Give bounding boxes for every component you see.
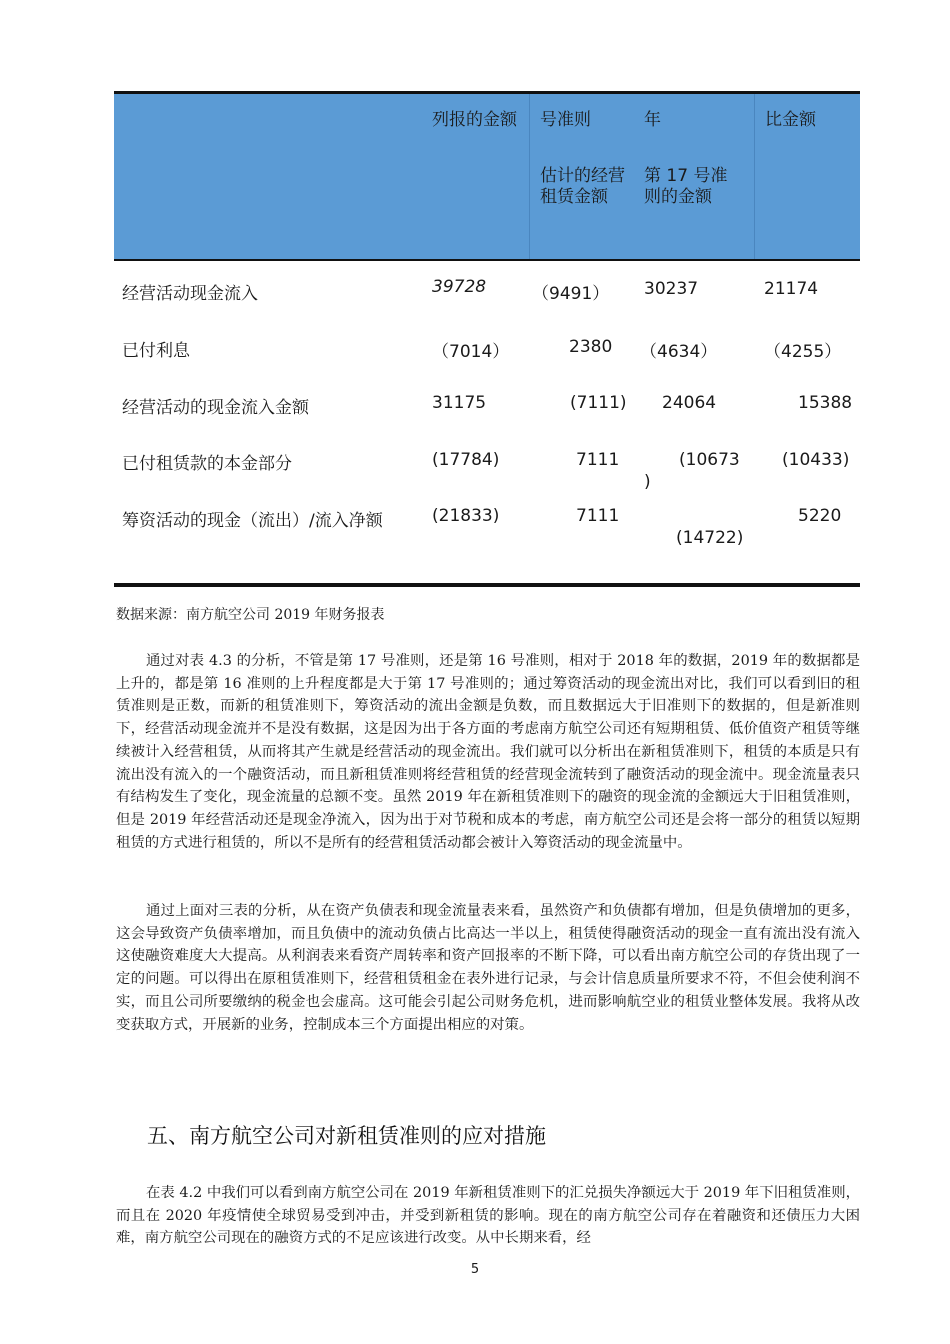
cell-r2-c2: 2380 [569,337,613,357]
row-label-lease-principal-paid: 已付租赁款的本金部分 [122,454,292,474]
cell-r2-c3: （4634） [640,342,718,362]
header-col-2 [529,94,633,259]
cell-r1-c4: 21174 [764,279,819,299]
header-col-1 [432,94,526,259]
cell-r3-c2: (7111) [570,393,627,413]
cell-r4-c3-wrap: ) [644,472,651,492]
cell-r5-c2: 7111 [576,506,620,526]
paragraph-3: 在表 4.2 中我们可以看到南方航空公司在 2019 年新租赁准则下的汇兑损失净额远大于 2019 年下旧租赁准则，而且在 2020 年疫情使全球贸易受到冲击，并受到新租赁的影响。现在的南方航空公司存在着融资和还债压力大困难，南方航空公司现在的融资方式的不足应该进行改变。从中长期来看，经 [116,1185,860,1247]
cell-r2-c4: （4255） [764,342,842,362]
row-label-operating-inflow-amount: 经营活动的现金流入金额 [122,398,309,418]
page-number: 5 [470,1262,480,1277]
cell-r5-c3: (14722) [676,528,744,548]
header-col-3-text-bottom: 第 17 号准则的金额 [644,166,728,207]
row-label-interest-paid: 已付利息 [122,341,190,361]
header-col-1-text: 列报的金额 [432,110,517,130]
cell-r5-c4: 5220 [798,506,842,526]
header-col-3 [644,94,744,259]
header-col-2-text-top: 号准则 [540,110,591,130]
header-col-3-text-top: 年 [644,110,661,130]
row-label-financing-net: 筹资活动的现金（流出）/流入净额 [122,511,383,531]
paragraph-1: 通过对表 4.3 的分析，不管是第 17 号准则，还是第 16 号准则，相对于 2018 年的数据，2019 年的数据都是上升的，都是第 16 准则的上升程度都是大于第 17 号准则的；通过筹资活动的现金流出对比，我们可以看到旧的租赁准则是正数，而新的租赁准则下，筹资活动的流出金额是负数，而且数据远大于旧准则下的数据的，但是新准则下，经营活动现金流并不是没有数据，这是因为出于各方面的考虑南方航空公司还有短期租赁、低价值资产租赁等继续被计入经营租赁，从而将其产生就是经营活动的现金流出。我们就可以分析出在新租赁准则下，租赁的本质是只有流出没有流入的一个融资活动，而且新租赁准则将经营租赁的经营现金流转到了融资活动的现金流中。现金流量表只有结构发生了变化，现金流量的总额不变。虽然 2019 年在新租赁准则下的融资的现金流的金额远大于旧租赁准则，但是 2019 年经营活动还是现金净流入，因为出于对节税和成本的考虑，南方航空公司还是会将一部分的租赁以短期租赁的方式进行租赁的，所以不是所有的经营租赁活动都会被计入筹资活动的现金流量中。 [116,653,860,851]
cell-r5-c1: (21833) [432,506,500,526]
cell-r1-c2: （9491） [532,284,610,304]
cell-r3-c3: 24064 [662,393,717,413]
cell-r1-c1: 39728 [432,277,487,297]
row-label-operating-inflow: 经营活动现金流入 [122,284,258,304]
cell-r3-c4: 15388 [798,393,853,413]
section-title: 五、南方航空公司对新租赁准则的应对措施 [147,1124,546,1148]
cell-r3-c1: 31175 [432,393,487,413]
header-col-4-text: 比金额 [765,110,816,130]
header-col-4 [754,94,860,259]
header-col-2-text-bottom: 估计的经营租赁金额 [540,166,625,207]
data-source-note: 数据来源：南方航空公司 2019 年财务报表 [116,607,385,623]
cell-r4-c1: (17784) [432,450,500,470]
table-bottom-rule [114,583,860,587]
table-header [114,91,860,261]
cell-r1-c3: 30237 [644,279,699,299]
cell-r4-c4: (10433) [782,450,850,470]
cash-flow-table [114,91,860,587]
cell-r2-c1: （7014） [432,342,510,362]
cell-r4-c3: (10673 [679,450,740,470]
paragraph-2: 通过上面对三表的分析，从在资产负债表和现金流量表来看，虽然资产和负债都有增加，但是负债增加的更多，这会导致资产负债率增加，而且负债中的流动负债占比高达一半以上，租赁使得融资活动的现金一直有流出没有流入这使融资难度大大提高。从利润表来看资产周转率和资产回报率的不断下降，可以看出南方航空公司的存货出现了一定的问题。可以得出在原租赁准则下，经营租赁租金在表外进行记录，与会计信息质量所要求不符，不但会使利润不实，而且公司所要缴纳的税金也会虚高。这可能会引起公司财务危机，进而影响航空业的租赁业整体发展。我将从改变获取方式，开展新的业务，控制成本三个方面提出相应的对策。 [116,903,860,1033]
cell-r4-c2: 7111 [576,450,620,470]
